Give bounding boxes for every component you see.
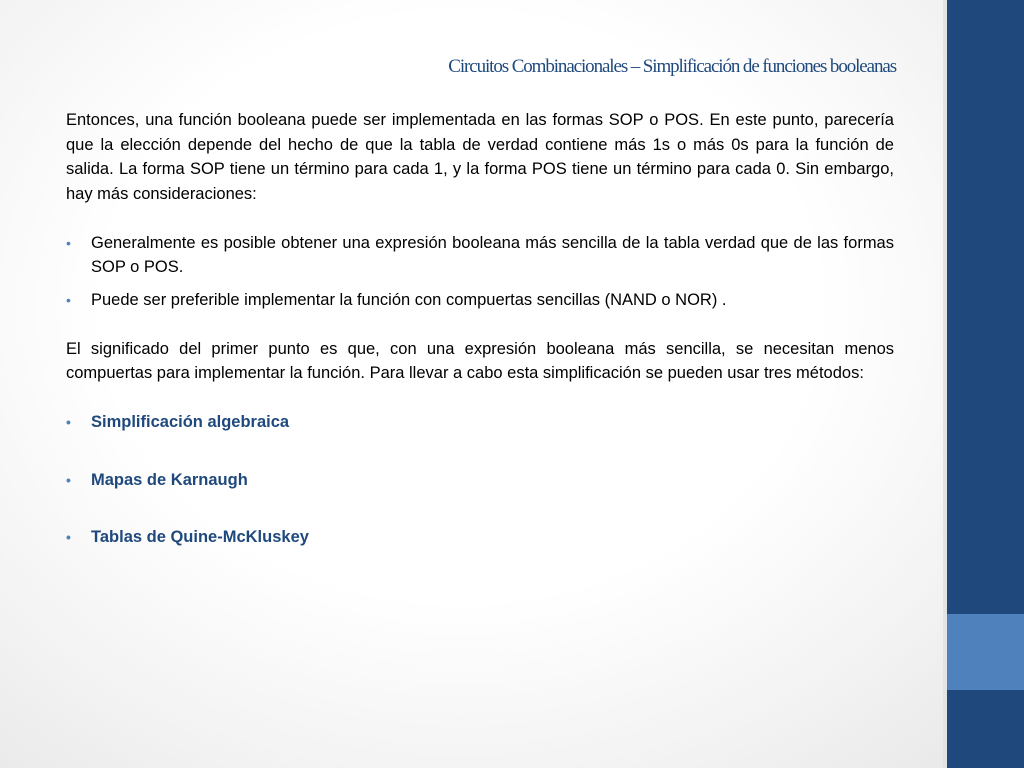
- bullet-icon: •: [66, 529, 71, 545]
- method-text: Tablas de Quine-McKluskey: [91, 528, 309, 546]
- consideration-text: Generalmente es posible obtener una expresión booleana más sencilla de la tabla verdad que de las formas SOP o POS.: [91, 233, 894, 276]
- bullet-icon: •: [66, 234, 71, 251]
- slide-content: [66, 108, 894, 550]
- slide-title: Circuitos Combinacionales – Simplificación de funciones booleanas: [448, 56, 896, 77]
- bullet-icon: •: [66, 414, 71, 430]
- explanation-paragraph: El significado del primer punto es que, con una expresión booleana más sencilla, se necesitan menos compuertas para implementar la función. Para llevar a cabo esta simplificación se pueden usar tres métodos:: [66, 339, 894, 382]
- method-text: Simplificación algebraica: [91, 413, 290, 431]
- sidebar-accent-block: [947, 614, 1024, 690]
- method-text: Mapas de Karnaugh: [91, 470, 248, 489]
- consideration-item: [66, 231, 894, 280]
- method-item: [66, 468, 894, 493]
- intro-paragraph: Entonces, una función booleana puede ser implementada en las formas SOP o POS. En este punto, parecería que la elección depende del hecho de que la tabla de verdad contiene más 1s o más 0s para la función de salida. La forma SOP tiene un término para cada 1, y la forma POS tiene un término para cada 0. Sin embargo, hay más consideraciones:: [66, 111, 894, 203]
- bullet-icon: •: [66, 291, 71, 308]
- method-item: [66, 525, 894, 550]
- bullet-icon: •: [66, 471, 71, 488]
- method-item: [66, 410, 894, 435]
- consideration-item: [66, 288, 894, 313]
- consideration-text: Puede ser preferible implementar la función con compuertas sencillas (NAND o NOR) .: [91, 290, 727, 309]
